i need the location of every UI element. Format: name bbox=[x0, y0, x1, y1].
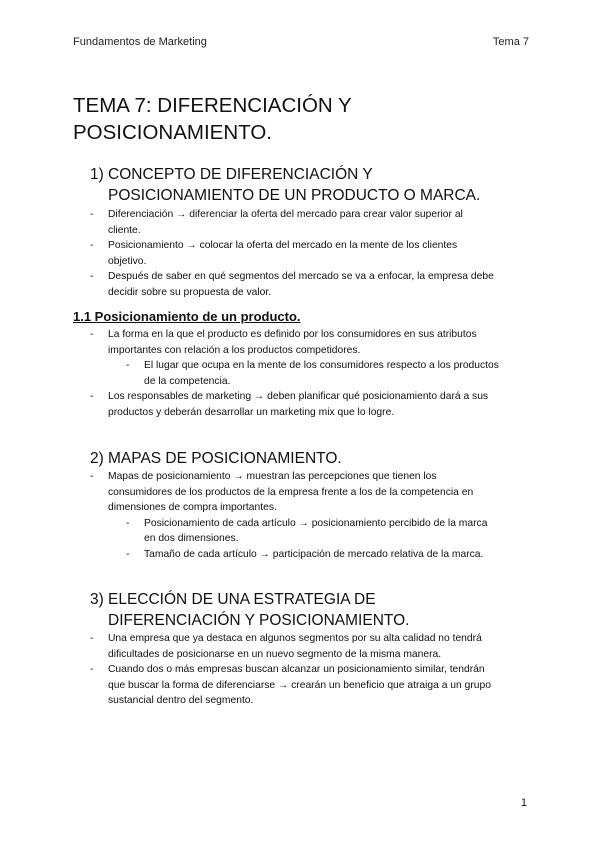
section-title-line: CONCEPTO DE DIFERENCIACIÓN Y bbox=[108, 166, 373, 183]
bullet-dash: - bbox=[90, 240, 94, 251]
nested-list-item bbox=[108, 547, 528, 563]
list-item bbox=[90, 207, 528, 238]
subsection-title: 1.1 Posicionamiento de un producto. bbox=[73, 309, 301, 324]
list-item bbox=[90, 238, 528, 269]
page-title-line: POSICIONAMIENTO. bbox=[73, 121, 272, 144]
list-item-text: Posicionamiento de cada artículo → posicionamiento percibido de la marca bbox=[144, 517, 488, 529]
list-item-text: objetivo. bbox=[108, 255, 147, 267]
section-3-list bbox=[90, 631, 528, 709]
section-number: 2) bbox=[90, 450, 104, 467]
bullet-dash: - bbox=[90, 633, 94, 644]
list-item-text: sustancial dentro del segmento. bbox=[108, 695, 254, 706]
section-title-line: ELECCIÓN DE UNA ESTRATEGIA DE bbox=[108, 591, 376, 608]
list-item-text: decidir sobre su propuesta de valor. bbox=[108, 286, 272, 298]
section-number: 1) bbox=[90, 166, 104, 183]
list-item-text: Tamaño de cada artículo → participación de mercado relativa de la marca. bbox=[144, 548, 484, 560]
list-item-text: Posicionamiento → colocar la oferta del mercado en la mente de los clientes bbox=[108, 240, 458, 251]
list-item bbox=[90, 269, 528, 300]
bullet-dash: - bbox=[90, 329, 94, 340]
section-1-title bbox=[90, 164, 540, 206]
list-item-text: Diferenciación → diferenciar la oferta del mercado para crear valor superior al bbox=[108, 209, 463, 220]
bullet-dash: - bbox=[126, 548, 130, 560]
list-item-text: Después de saber en qué segmentos del mercado se va a enfocar, la empresa debe bbox=[108, 271, 494, 282]
nested-list-item bbox=[108, 358, 528, 389]
section-title-line: POSICIONAMIENTO DE UN PRODUCTO O MARCA. bbox=[108, 187, 481, 204]
bullet-dash: - bbox=[126, 517, 130, 529]
list-item-text: dificultades de posicionarse en un nuevo segmento de la misma manera. bbox=[108, 648, 442, 660]
section-1-list bbox=[90, 207, 528, 300]
list-item bbox=[90, 662, 528, 709]
list-item-text: de la competencia. bbox=[144, 375, 231, 387]
bullet-dash: - bbox=[90, 664, 94, 675]
list-item-text: Cuando dos o más empresas buscan alcanzar un posicionamiento similar, tendrán bbox=[108, 664, 485, 675]
bullet-dash: - bbox=[90, 209, 94, 220]
section-2-title bbox=[90, 448, 540, 469]
bullet-dash: - bbox=[126, 360, 130, 371]
page-title-line: TEMA 7: DIFERENCIACIÓN Y bbox=[73, 94, 352, 117]
header-course-name: Fundamentos de Marketing bbox=[73, 36, 207, 48]
list-item-text: El lugar que ocupa en la mente de los consumidores respecto a los productos bbox=[144, 360, 499, 371]
section-title-line: MAPAS DE POSICIONAMIENTO. bbox=[108, 450, 342, 467]
section-number: 3) bbox=[90, 591, 104, 608]
list-item-text: que buscar la forma de diferenciarse → crearán un beneficio que atraiga a un grupo bbox=[108, 679, 491, 691]
section-3-title bbox=[90, 589, 540, 631]
list-item-text: en dos dimensiones. bbox=[144, 533, 239, 544]
list-item bbox=[90, 389, 528, 420]
header-topic: Tema 7 bbox=[492, 36, 529, 48]
list-item-text: dimensiones de compra importantes. bbox=[108, 502, 277, 513]
list-item-text: cliente. bbox=[108, 224, 141, 236]
list-item-text: productos y deberán desarrollar un marketing mix que lo logre. bbox=[108, 406, 395, 418]
list-item-text: importantes con relación a los productos competidores. bbox=[108, 344, 361, 356]
list-item bbox=[90, 469, 528, 516]
list-item bbox=[90, 327, 528, 358]
list-item-text: Mapas de posicionamiento → muestran las percepciones que tienen los bbox=[108, 471, 437, 482]
bullet-dash: - bbox=[90, 271, 94, 282]
list-item-text: Una empresa que ya destaca en algunos segmentos por su alta calidad no tendrá bbox=[108, 633, 482, 644]
list-item-text: Los responsables de marketing → deben planificar qué posicionamiento dará a sus bbox=[108, 391, 489, 402]
page-title bbox=[73, 92, 533, 146]
list-item-text: La forma en la que el producto es definido por los consumidores en sus atributos bbox=[108, 329, 477, 340]
list-item bbox=[90, 631, 528, 662]
list-item-text: consumidores de los productos de la empresa frente a los de la competencia en bbox=[108, 486, 474, 498]
nested-list-item bbox=[108, 516, 528, 547]
section-title-line: DIFERENCIACIÓN Y POSICIONAMIENTO. bbox=[108, 612, 410, 629]
page-number: 1 bbox=[520, 797, 527, 809]
bullet-dash: - bbox=[90, 471, 94, 482]
bullet-dash: - bbox=[90, 391, 94, 402]
subsection-list bbox=[90, 327, 528, 420]
section-2-list bbox=[90, 469, 528, 562]
